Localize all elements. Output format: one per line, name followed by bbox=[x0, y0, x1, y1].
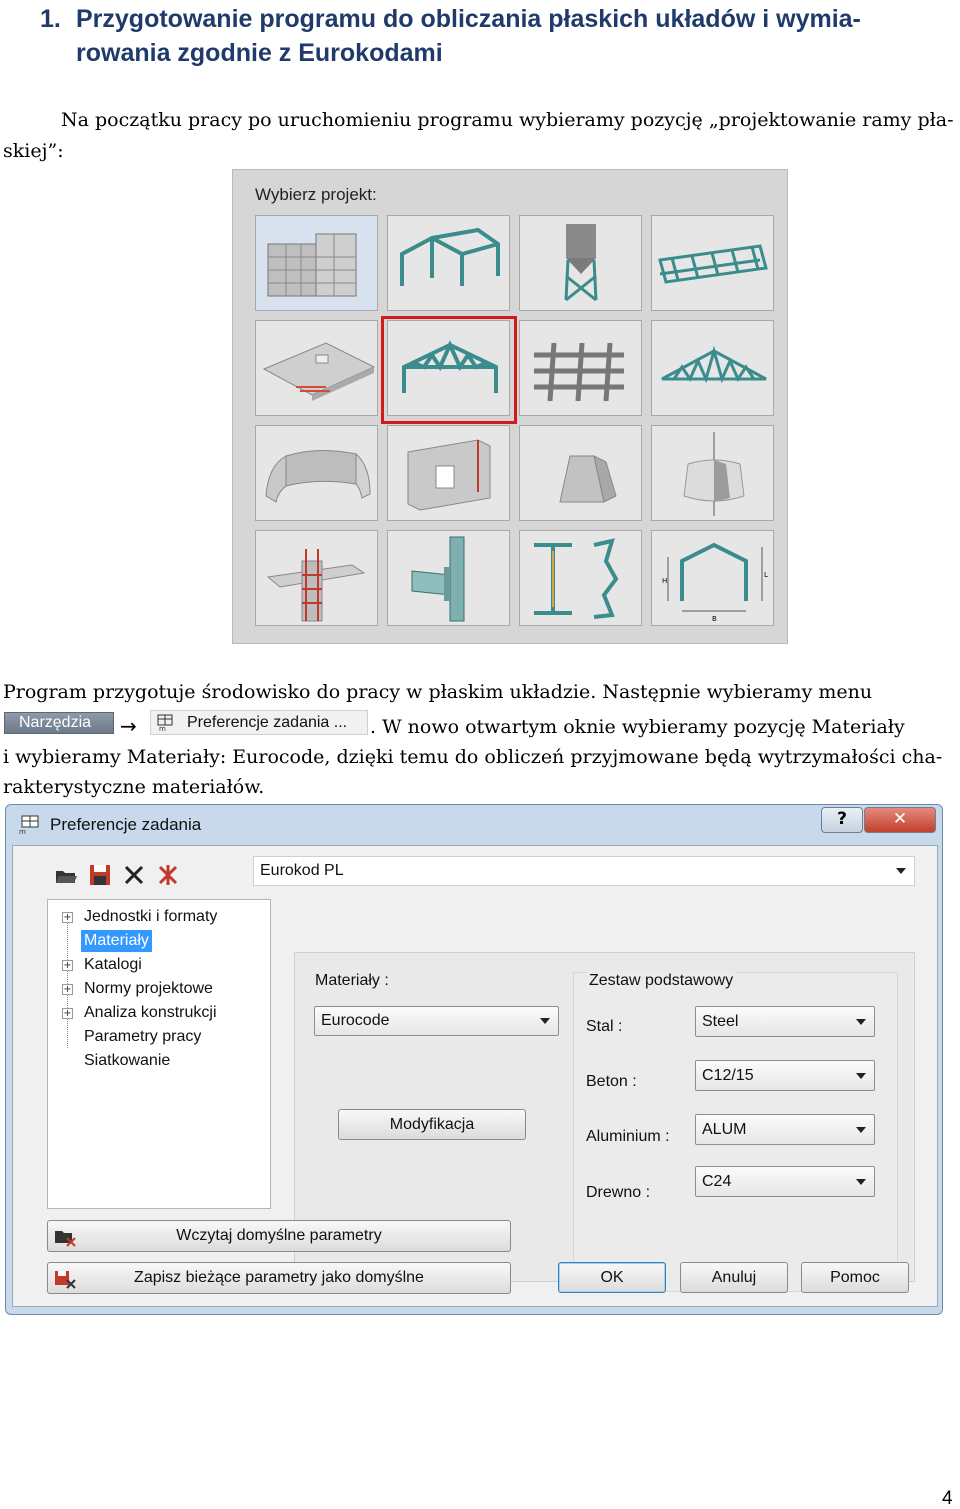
rc-column-icon[interactable] bbox=[255, 530, 378, 626]
heading-line-2: rowania zgodnie z Eurokodami bbox=[76, 39, 443, 67]
help-icon: ? bbox=[837, 809, 847, 829]
page-number: 4 bbox=[942, 1488, 953, 1509]
chevron-down-icon bbox=[896, 868, 906, 874]
heading-number: 1. bbox=[40, 5, 61, 33]
portal-frame-icon[interactable] bbox=[651, 530, 774, 626]
save-defaults-icon bbox=[54, 1269, 76, 1289]
close-button[interactable] bbox=[864, 807, 936, 833]
tree-item-structure-analysis[interactable]: Analiza konstrukcji bbox=[84, 1004, 217, 1021]
svg-text:H: H bbox=[662, 577, 668, 585]
building-3d-icon[interactable] bbox=[255, 215, 378, 311]
open-folder-icon[interactable] bbox=[53, 862, 79, 888]
para2-line-3: i wybieramy Materiały: Eurocode, dzięki temu do obliczeń przyjmowane będą wytrzymałości cha- bbox=[3, 746, 943, 768]
save-icon[interactable] bbox=[87, 862, 113, 888]
project-chooser bbox=[232, 169, 788, 644]
grillage-icon[interactable] bbox=[519, 320, 642, 416]
help-button[interactable]: Pomoc bbox=[801, 1262, 909, 1293]
tree-item-meshing[interactable]: Siatkowanie bbox=[84, 1052, 171, 1069]
chooser-title: Wybierz projekt: bbox=[255, 185, 377, 204]
timber-select[interactable] bbox=[695, 1166, 875, 1197]
preferences-icon bbox=[157, 714, 179, 732]
intro-line-1: Na początku pracy po uruchomieniu programu wybieramy pozycję „projektowanie ramy pła- bbox=[61, 109, 954, 131]
chevron-down-icon bbox=[856, 1127, 866, 1133]
task-preferences-menu-item[interactable] bbox=[150, 710, 368, 735]
save-defaults-button[interactable] bbox=[47, 1262, 511, 1294]
svg-text:L: L bbox=[764, 571, 768, 579]
para2-line-1: Program przygotuje środowisko do pracy w płaskim układzie. Następnie wybieramy menu bbox=[3, 681, 873, 703]
dialog-title: Preferencje zadania bbox=[50, 815, 202, 834]
aluminium-select[interactable] bbox=[695, 1114, 875, 1145]
modify-button[interactable]: Modyfikacja bbox=[338, 1109, 526, 1140]
steel-select[interactable] bbox=[695, 1006, 875, 1037]
norm-select[interactable] bbox=[253, 856, 915, 886]
heading-line-1: Przygotowanie programu do obliczania płaskich układów i wymia- bbox=[76, 5, 861, 33]
materials-value: Eurocode bbox=[321, 1012, 390, 1029]
help-title-button[interactable] bbox=[821, 807, 863, 833]
tree-item-catalogs[interactable]: Katalogi bbox=[84, 956, 142, 973]
solid-icon[interactable] bbox=[519, 425, 642, 521]
tree-item-materials[interactable]: Materiały bbox=[81, 930, 152, 952]
arrow-icon: → bbox=[120, 714, 137, 738]
aluminium-label: Aluminium : bbox=[586, 1128, 670, 1145]
reset-icon[interactable] bbox=[155, 862, 181, 888]
timber-value: C24 bbox=[702, 1173, 732, 1190]
frame-3d-icon[interactable] bbox=[387, 215, 510, 311]
expand-icon[interactable]: + bbox=[63, 1008, 72, 1019]
aluminium-value: ALUM bbox=[702, 1121, 747, 1138]
materials-label: Materiały : bbox=[315, 972, 389, 989]
tree-item-design-codes[interactable]: Normy projektowe bbox=[84, 980, 213, 997]
tree-connector bbox=[67, 916, 68, 1048]
tree-item-units[interactable]: Jednostki i formaty bbox=[84, 908, 218, 925]
chevron-down-icon bbox=[856, 1179, 866, 1185]
base-set-label: Zestaw podstawowy bbox=[589, 972, 734, 989]
para2-line-2: . W nowo otwartym oknie wybieramy pozycję Materiały bbox=[370, 716, 905, 738]
para2-line-4: rakterystyczne materiałów. bbox=[3, 776, 265, 798]
save-defaults-label: Zapisz bieżące parametry jako domyślne bbox=[134, 1269, 424, 1286]
expand-icon[interactable]: + bbox=[63, 912, 72, 923]
ok-button[interactable]: OK bbox=[558, 1262, 666, 1293]
materials-select[interactable] bbox=[314, 1006, 559, 1036]
selected-project-highlight bbox=[381, 316, 517, 424]
close-icon: ✕ bbox=[892, 809, 908, 829]
dialog-icon bbox=[18, 815, 44, 835]
concrete-select[interactable] bbox=[695, 1060, 875, 1091]
svg-text:m: m bbox=[19, 828, 26, 835]
cancel-button[interactable]: Anuluj bbox=[680, 1262, 788, 1293]
plane-truss-icon[interactable] bbox=[651, 320, 774, 416]
svg-text:B: B bbox=[712, 615, 717, 623]
steel-label: Stal : bbox=[586, 1018, 623, 1035]
steel-value: Steel bbox=[702, 1013, 739, 1030]
steel-connection-icon[interactable] bbox=[387, 530, 510, 626]
silo-icon[interactable] bbox=[519, 215, 642, 311]
axisymmetric-icon[interactable] bbox=[651, 425, 774, 521]
wall-icon[interactable] bbox=[387, 425, 510, 521]
concrete-value: C12/15 bbox=[702, 1067, 754, 1084]
tree-item-work-parameters[interactable]: Parametry pracy bbox=[84, 1028, 202, 1045]
norm-value: Eurokod PL bbox=[260, 862, 344, 879]
task-preferences-label: Preferencje zadania ... bbox=[187, 714, 348, 731]
load-defaults-label: Wczytaj domyślne parametry bbox=[176, 1227, 382, 1244]
tools-menu-button[interactable]: Narzędzia bbox=[4, 712, 114, 734]
section-icon[interactable] bbox=[519, 530, 642, 626]
load-defaults-icon bbox=[54, 1227, 76, 1247]
svg-text:m: m bbox=[159, 725, 166, 732]
concrete-label: Beton : bbox=[586, 1073, 637, 1090]
chevron-down-icon bbox=[856, 1073, 866, 1079]
slab-icon[interactable] bbox=[255, 320, 378, 416]
preferences-dialog bbox=[5, 804, 943, 1315]
expand-icon[interactable]: + bbox=[63, 960, 72, 971]
dialog-body bbox=[12, 845, 938, 1307]
timber-label: Drewno : bbox=[586, 1184, 651, 1201]
intro-line-2: skiej”: bbox=[3, 140, 64, 162]
truss-3d-icon[interactable] bbox=[651, 215, 774, 311]
load-defaults-button[interactable] bbox=[47, 1220, 511, 1252]
chevron-down-icon bbox=[540, 1018, 550, 1024]
settings-tree bbox=[47, 899, 271, 1209]
shell-icon[interactable] bbox=[255, 425, 378, 521]
delete-icon[interactable] bbox=[121, 862, 147, 888]
expand-icon[interactable]: + bbox=[63, 984, 72, 995]
chevron-down-icon bbox=[856, 1019, 866, 1025]
